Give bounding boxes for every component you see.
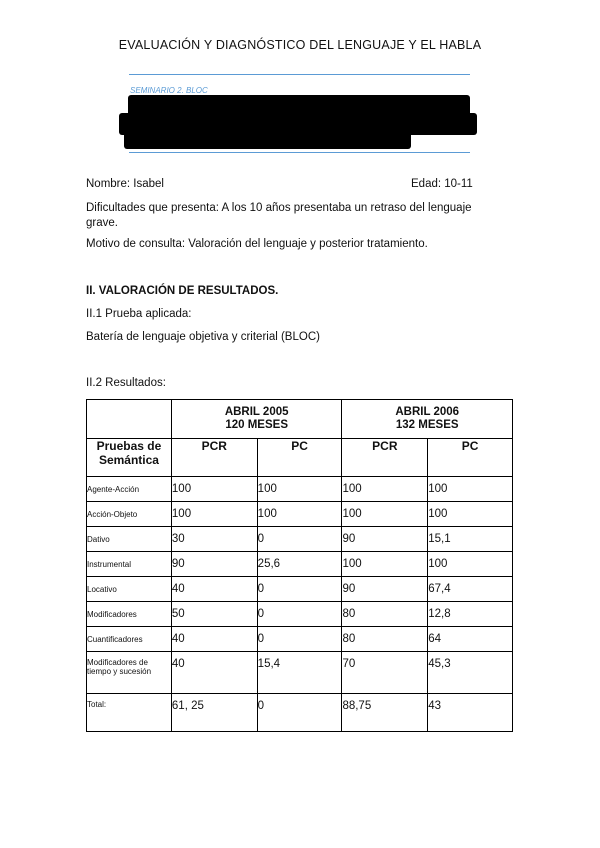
table-cell: 100 [428, 552, 513, 577]
header-top-rule [129, 74, 470, 75]
test-heading: II.1 Prueba aplicada: [86, 308, 192, 320]
results-heading: II.2 Resultados: [86, 377, 166, 389]
col-pcr-2005: PCR [171, 439, 257, 477]
row-label: Agente-Acción [87, 477, 172, 502]
table-total-row [87, 694, 513, 732]
table-cell: 43 [428, 694, 513, 732]
table-cell: 90 [342, 577, 428, 602]
table-cell: 0 [257, 527, 342, 552]
table-cell: 100 [428, 502, 513, 527]
row-label: Acción-Objeto [87, 502, 172, 527]
table-cell: 90 [342, 527, 428, 552]
test-name: Batería de lenguaje objetiva y criterial (BLOC) [86, 331, 320, 343]
document-title: EVALUACIÓN Y DIAGNÓSTICO DEL LENGUAJE Y EL HABLA [118, 38, 482, 52]
table-row [87, 602, 513, 627]
row-label: Locativo [87, 577, 172, 602]
table-cell: 30 [171, 527, 257, 552]
empty-header-cell [87, 400, 172, 439]
patient-name: Nombre: Isabel [86, 178, 164, 190]
table-row [87, 477, 513, 502]
table-row [87, 577, 513, 602]
period-header-2006: ABRIL 2006 132 MESES [342, 400, 513, 439]
patient-age: Edad: 10-11 [411, 178, 473, 190]
tests-header: Pruebas de Semántica [87, 439, 172, 477]
row-label: Modificadores [87, 602, 172, 627]
results-table [86, 399, 513, 732]
table-cell: 67,4 [428, 577, 513, 602]
table-cell: 45,3 [428, 652, 513, 694]
header-label: SEMINARIO 2. BLOC [130, 86, 208, 95]
table-cell: 100 [342, 502, 428, 527]
table-cell: 12,8 [428, 602, 513, 627]
table-cell: 100 [171, 502, 257, 527]
header-bottom-rule [129, 152, 470, 153]
consultation-reason: Motivo de consulta: Valoración del lenguaje y posterior tratamiento. [86, 238, 428, 250]
table-cell: 100 [342, 477, 428, 502]
table-cell: 0 [257, 694, 342, 732]
table-cell: 15,4 [257, 652, 342, 694]
table-cell: 40 [171, 627, 257, 652]
table-cell: 100 [171, 477, 257, 502]
row-label: Total: [87, 694, 172, 732]
table-cell: 15,1 [428, 527, 513, 552]
col-pcr-2006: PCR [342, 439, 428, 477]
row-label: Dativo [87, 527, 172, 552]
table-cell: 80 [342, 602, 428, 627]
table-cell: 40 [171, 577, 257, 602]
table-header-row [87, 400, 513, 439]
period-header-2005: ABRIL 2005 120 MESES [171, 400, 342, 439]
col-pc-2005: PC [257, 439, 342, 477]
table-cell: 0 [257, 577, 342, 602]
table-subheader-row [87, 439, 513, 477]
table-cell: 100 [342, 552, 428, 577]
col-pc-2006: PC [428, 439, 513, 477]
table-cell: 100 [257, 477, 342, 502]
table-cell: 90 [171, 552, 257, 577]
table-cell: 64 [428, 627, 513, 652]
section-title: II. VALORACIÓN DE RESULTADOS. [86, 285, 279, 297]
table-cell: 80 [342, 627, 428, 652]
table-row [87, 527, 513, 552]
table-cell: 0 [257, 602, 342, 627]
table-row [87, 552, 513, 577]
row-label: Instrumental [87, 552, 172, 577]
table-cell: 25,6 [257, 552, 342, 577]
table-row [87, 627, 513, 652]
table-row [87, 652, 513, 694]
table-row [87, 502, 513, 527]
table-cell: 70 [342, 652, 428, 694]
table-cell: 40 [171, 652, 257, 694]
table-cell: 61, 25 [171, 694, 257, 732]
table-cell: 50 [171, 602, 257, 627]
table-cell: 88,75 [342, 694, 428, 732]
table-cell: 100 [428, 477, 513, 502]
row-label: Cuantificadores [87, 627, 172, 652]
patient-difficulties: Dificultades que presenta: A los 10 años presentaba un retraso del lenguaje grave. [86, 202, 472, 229]
table-cell: 100 [257, 502, 342, 527]
table-cell: 0 [257, 627, 342, 652]
row-label: Modificadores de tiempo y sucesión [87, 652, 172, 694]
